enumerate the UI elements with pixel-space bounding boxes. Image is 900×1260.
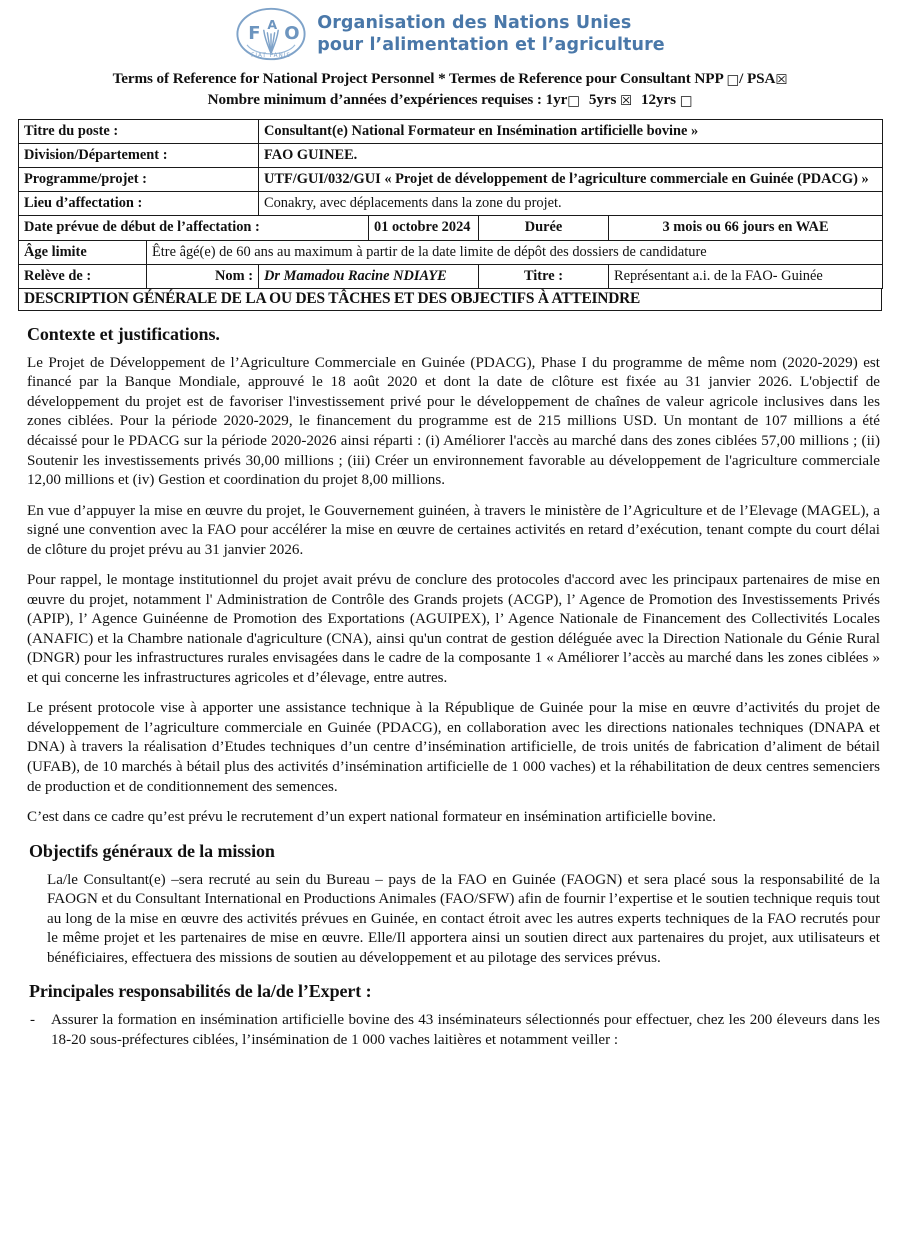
list-item — [27, 1011, 880, 1050]
npp-checkbox[interactable]: □ — [726, 72, 740, 88]
svg-text:O: O — [284, 22, 300, 44]
paragraph-contexte-2: En vue d’appuyer la mise en œuvre du projet, le Gouvernement guinéen, à travers le ministère de l’Agriculture et de l’Elevage (MAGEL), a signé une convention avec la FAO pour accélérer la mise en œuvre de certaines activités en retard d’exécution, tenant compte du court délai de clôture du projet prévu au 31 janvier 2026. — [27, 502, 880, 558]
table-row-age-limite — [19, 240, 883, 264]
table-row-titre-du-poste — [19, 119, 883, 143]
paragraph-contexte-5: C’est dans ce cadre qu’est prévu le recrutement d’un expert national formateur en insémination artificielle bovine. — [27, 809, 717, 826]
value-nom: Dr Mamadou Racine NDIAYE — [259, 264, 479, 288]
fao-wordmark — [317, 12, 665, 57]
label-division-departement: Division/Département : — [19, 144, 259, 168]
years-12yrs-checkbox[interactable]: □ — [679, 92, 693, 109]
paragraph-contexte-1: Le Projet de Développement de l’Agriculture Commerciale en Guinée (PDACG), Phase I du programme de même nom (2020-2029) est financé par la Banque Mondiale, approuvé le 18 août 2020 et dont la date de clôture est fixée au 31 janvier 2026. L'objectif de développement du projet est de favoriser l'investissement privé pour le développement de chaînes de valeur agricole inclusives dans les zones ciblées. Pour la période 2020-2029, le financement du programme est de 215 millions USD. Un montant de 107 millions a été décaissé pour le PDACG sur la période 2020-2026 ainsi réparti : (i) Améliorer l'accès au marché dans des zones ciblées 57,00 millions ; (ii) Soutenir les investissements privés 30,00 millions ; (iii) Créer un environnement favorable au développement de l'agriculture commerciale 12,00 millions et (iv) Gestion et coordination du projet 8,00 millions. — [27, 354, 880, 489]
heading-objectifs-generaux: Objectifs généraux de la mission — [29, 840, 275, 861]
years-12yrs-label: 12yrs — [641, 90, 676, 108]
description-band: DESCRIPTION GÉNÉRALE DE LA OU DES TÂCHES ET DES OBJECTIFS À ATTEINDRE — [18, 289, 882, 311]
table-row-programme — [19, 168, 883, 192]
paragraph-contexte-3: Pour rappel, le montage institutionnel du projet avait prévu de conclure des protocoles d'accord avec les principaux partenaires de mise en œuvre du projet, notamment l' Administration de Contrôle des Grands projets (ACGP), l’ Agence de Promotion des Investissements Privés (APIP), l’ Agence Guinéenne de Promotion des Exportations (AGUIPEX), l’ Agence Nationale de Financement des Collectivités Locales (ANAFIC) et la Chambre nationale d'agriculture (CNA), ainsi qu'un contrat de gestion déléguée avec la Direction Nationale du Génie Rural (DNGR) pour les infrastructures rurales envisagées dans le cadre de la composante 1 « Améliorer l’accès au marché dans les zones ciblées » et qui concerne les infrastructures agricoles et d’élevage, entre autres. — [27, 572, 880, 686]
svg-text:F: F — [248, 22, 261, 44]
value-titre-superieur: Représentant a.i. de la FAO- Guinée — [609, 264, 883, 288]
value-titre-du-poste: Consultant(e) National Formateur en Insémination artificielle bovine » — [259, 119, 883, 143]
psa-checkbox[interactable]: ☒ — [775, 72, 788, 88]
value-age-limite: Être âgé(e) de 60 ans au maximum à partir de la date limite de dépôt des dossiers de candidature — [147, 240, 883, 264]
years-5yrs-checkbox[interactable]: ☒ — [620, 92, 633, 109]
value-lieu-affectation: Conakry, avec déplacements dans la zone du projet. — [259, 192, 883, 216]
tor-title-mid: / PSA — [739, 70, 776, 87]
responsabilites-list — [18, 1011, 882, 1050]
value-duree: 3 mois ou 66 jours en WAE — [609, 216, 883, 240]
list-bullet-marker: - — [30, 1012, 36, 1029]
label-age-limite: Âge limite — [19, 240, 147, 264]
document-body — [18, 324, 882, 1050]
heading-contexte-et-justifications: Contexte et justifications. — [27, 323, 220, 344]
tor-header-line-1 — [18, 69, 882, 90]
heading-principales-responsabilites: Principales responsabilités de la/de l’Expert : — [29, 981, 372, 1002]
table-row-division — [19, 144, 883, 168]
fao-wordmark-line1: Organisation des Nations Unies — [317, 12, 632, 33]
min-years-text: Nombre minimum d’années d’expériences requises : 1yr — [207, 90, 568, 108]
tor-title-text: Terms of Reference for National Project Personnel * Termes de Reference pour Consultant NPP — [112, 70, 727, 87]
label-programme-projet: Programme/projet : — [19, 168, 259, 192]
label-titre-superieur: Titre : — [479, 264, 609, 288]
fao-wordmark-line2: pour l’alimentation et l’agriculture — [317, 35, 665, 55]
label-nom: Nom : — [147, 264, 259, 288]
value-date-debut: 01 octobre 2024 — [369, 216, 479, 240]
label-lieu-affectation: Lieu d’affectation : — [19, 192, 259, 216]
tor-header-statement — [18, 69, 882, 111]
label-titre-du-poste: Titre du poste : — [19, 119, 259, 143]
tor-header-line-2 — [18, 90, 882, 111]
paragraph-objectifs-generaux: La/le Consultant(e) –sera recruté au sein du Bureau – pays de la FAO en Guinée (FAOGN) et sera placé sous la responsabilité de la FAOGN et du Consultant International en Productions Animales (FAO/SFW) afin de fournir l’expertise et le soutien technique requis tout au long de la mise en œuvre des activités prévues en Guinée, en contact étroit avec les autres experts techniques de la FAO recrutés pour le même projet et les partenaires de mise en œuvre. Elle/Il apportera ainsi un soutien direct aux partenaires du projet, aux utilisateurs et bénéficiaires, effectuera des missions de soutien au développement et au pilotage des services prévus. — [47, 871, 880, 966]
value-programme-projet: UTF/GUI/032/GUI « Projet de développement de l’agriculture commerciale en Guinée (PDACG) » — [259, 168, 883, 192]
assignment-info-table — [18, 119, 883, 289]
years-5yrs-label: 5yrs — [588, 90, 617, 108]
fao-letterhead — [18, 0, 882, 62]
years-1yr-checkbox[interactable]: □ — [567, 92, 580, 109]
value-division-departement: FAO GUINEE. — [259, 144, 883, 168]
label-duree: Durée — [479, 216, 609, 240]
list-item-text: Assurer la formation en insémination artificielle bovine des 43 inséminateurs sélectionnés pour effectuer, chez les 200 éleveurs dans les 18-20 sous-préfectures ciblées, l’insémination de 1 000 vaches laitières et notamment veiller : — [51, 1012, 880, 1048]
table-row-date-duree — [19, 216, 883, 240]
fao-logo — [235, 6, 307, 62]
table-row-releve-de — [19, 264, 883, 288]
svg-text:A: A — [267, 17, 278, 33]
label-date-debut: Date prévue de début de l’affectation : — [19, 216, 369, 240]
label-releve-de: Relève de : — [19, 264, 147, 288]
svg-text:FIAT PANIS: FIAT PANIS — [251, 52, 292, 59]
table-row-lieu — [19, 192, 883, 216]
paragraph-contexte-4: Le présent protocole vise à apporter une assistance technique à la République de Guinée pour la mise en œuvre d’activités du projet de développement de l’agriculture commerciale en Guinée (PDACG), en collaboration avec les directions nationales techniques (DNAPA et DNA) à travers la réalisation d’Etudes techniques d’un centre d’insémination artificielle, de trois unités de fabrication d’aliment de bétail (UFAB), de 10 marchés à bétail plus des activités d’insémination artificielle de 1 000 vaches) et la réhabilitation de deux centres semenciers de production et de conditionnement des semences. — [27, 700, 880, 795]
